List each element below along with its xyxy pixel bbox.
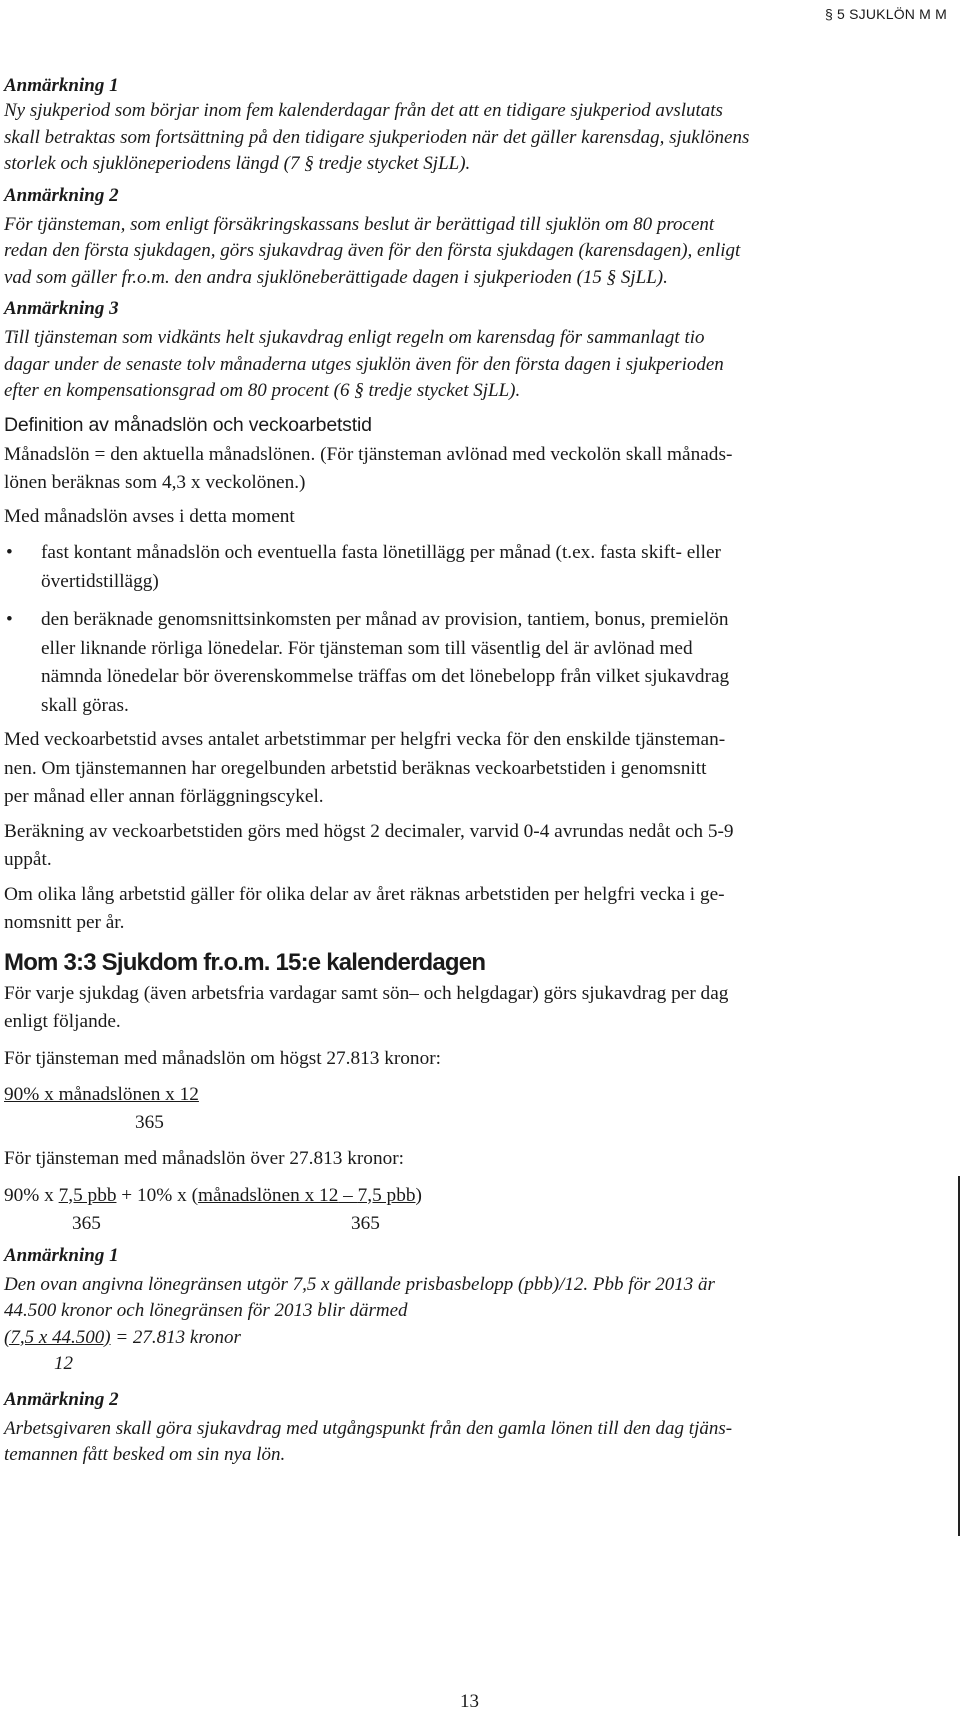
note-2-title: Anmärkning 2 xyxy=(4,184,119,206)
varying-hours-paragraph: Om olika lång arbetstid gäller för olika delar av året räknas arbetstiden per helgfri vecka i ge- nomsnitt per år. xyxy=(4,883,725,933)
change-bar xyxy=(958,1176,960,1536)
calculation-paragraph: Beräkning av veckoarbetstiden görs med högst 2 decimaler, varvid 0-4 avrundas nedåt och 5-9 uppåt. xyxy=(4,820,734,870)
formula-low-denominator: 365 xyxy=(135,1112,164,1133)
mom-paragraph: För varje sjukdag (även arbetsfria vardagar samt sön– och helgdagar) görs sjukavdrag per dag enligt följande. xyxy=(4,982,729,1032)
bullet-icon: • xyxy=(6,609,13,630)
page-content xyxy=(4,74,942,1469)
weekly-hours-paragraph: Med veckoarbetstid avses antalet arbetstimmar per helgfri vecka för den enskilde tjänsteman- nen. Om tjänstemannen har oregelbunden arbetstid beräknas veckoarbetstiden i genomsnitt per månad eller annan förläggningscykel. xyxy=(4,729,726,807)
mom-heading: Mom 3:3 Sjukdom fr.o.m. 15:e kalenderdagen xyxy=(4,948,486,976)
note-1b-text: Den ovan angivna lönegränsen utgör 7,5 x gällande prisbasbelopp (pbb)/12. Pbb för 2013 är 44.500 kronor och lönegränsen för 2013 blir därmed (7,5 x 44.500) = 27.813 kronor 12 xyxy=(4,1273,715,1374)
mom-threshold-low: För tjänsteman med månadslön om högst 27.813 kronor: xyxy=(4,1047,441,1069)
formula-text: månadslönen x 12 xyxy=(198,1184,339,1206)
formula-text: 7,5 pbb xyxy=(357,1184,416,1206)
definition-list xyxy=(4,539,942,720)
definition-paragraph: Månadslön = den aktuella månadslönen. (För tjänsteman avlönad med veckolön skall månads- lönen beräknas som 4,3 x veckolönen.) xyxy=(4,443,733,493)
mom-threshold-high: För tjänsteman med månadslön över 27.813 kronor: xyxy=(4,1148,405,1169)
note-2b-title: Anmärkning 2 xyxy=(4,1388,119,1410)
list-item: • fast kontant månadslön och eventuella fasta lönetillägg per månad (t.ex. fasta skift- eller övertidstillägg) xyxy=(4,539,942,596)
definition-heading: Definition av månadslön och veckoarbetstid xyxy=(4,413,372,436)
formula-high xyxy=(4,1182,942,1238)
note-1-text: Ny sjukperiod som börjar inom fem kalenderdagar från det att en tidigare sjukperiod avslutats skall betraktas som fortsättning på den tidigare sjukperioden när det gäller karensdag, sjuklönens storlek och sjuklöneperiodens längd (7 § tredje stycket SjLL). xyxy=(4,100,750,174)
formula-text: + 10% x ( xyxy=(116,1184,199,1206)
note-3-title: Anmärkning 3 xyxy=(4,298,119,319)
formula-high-denominator-1: 365 xyxy=(72,1212,101,1234)
note-1-title: Anmärkning 1 xyxy=(4,75,119,96)
formula-text: 7,5 pbb xyxy=(58,1184,117,1206)
note-2b-text: Arbetsgivaren skall göra sjukavdrag med utgångspunkt från den gamla lönen till den dag tjäns- temannen fått besked om sin nya lön. xyxy=(4,1417,733,1465)
page-number: 13 xyxy=(460,1691,479,1712)
definition-intro: Med månadslön avses i detta moment xyxy=(4,505,295,527)
running-header: § 5 SJUKLÖN M M xyxy=(824,6,947,22)
formula-text: 90% x xyxy=(4,1184,59,1206)
formula-low xyxy=(4,1081,942,1137)
note-1b-title: Anmärkning 1 xyxy=(4,1244,119,1266)
bullet-icon: • xyxy=(6,542,13,563)
formula-text: ) xyxy=(415,1184,422,1206)
formula-high-denominator-2: 365 xyxy=(351,1212,380,1234)
list-item: • den beräknade genomsnittsinkomsten per månad av provision, tantiem, bonus, premielön eller liknande rörliga lönedelar. För tjänsteman som till väsentlig del är avlönad med nämnda lönedelar bör överenskommelse träffas om det lönebelopp från vilket sjukavdrag skall göras. xyxy=(4,606,942,720)
formula-text: – xyxy=(338,1184,358,1206)
note-2-text: För tjänsteman, som enligt försäkringskassans beslut är berättigad till sjuklön om 80 procent redan den första sjukdagen, görs sjukavdrag även för den första sjukdagen (karensdagen), enligt vad som gäller fr.o.m. den andra sjuklöneberättigade dagen i sjukperioden (15 § SjLL). xyxy=(4,213,741,288)
formula-low-numerator: 90% x månadslönen x 12 xyxy=(4,1084,199,1105)
note-3-text: Till tjänsteman som vidkänts helt sjukavdrag enligt regeln om karensdag för sammanlagt tio dagar under de senaste tolv månaderna utges sjuklön även för den första dagen i sjukperioden efter en kompensationsgrad om 80 procent (6 § tredje stycket SjLL). xyxy=(4,327,724,401)
